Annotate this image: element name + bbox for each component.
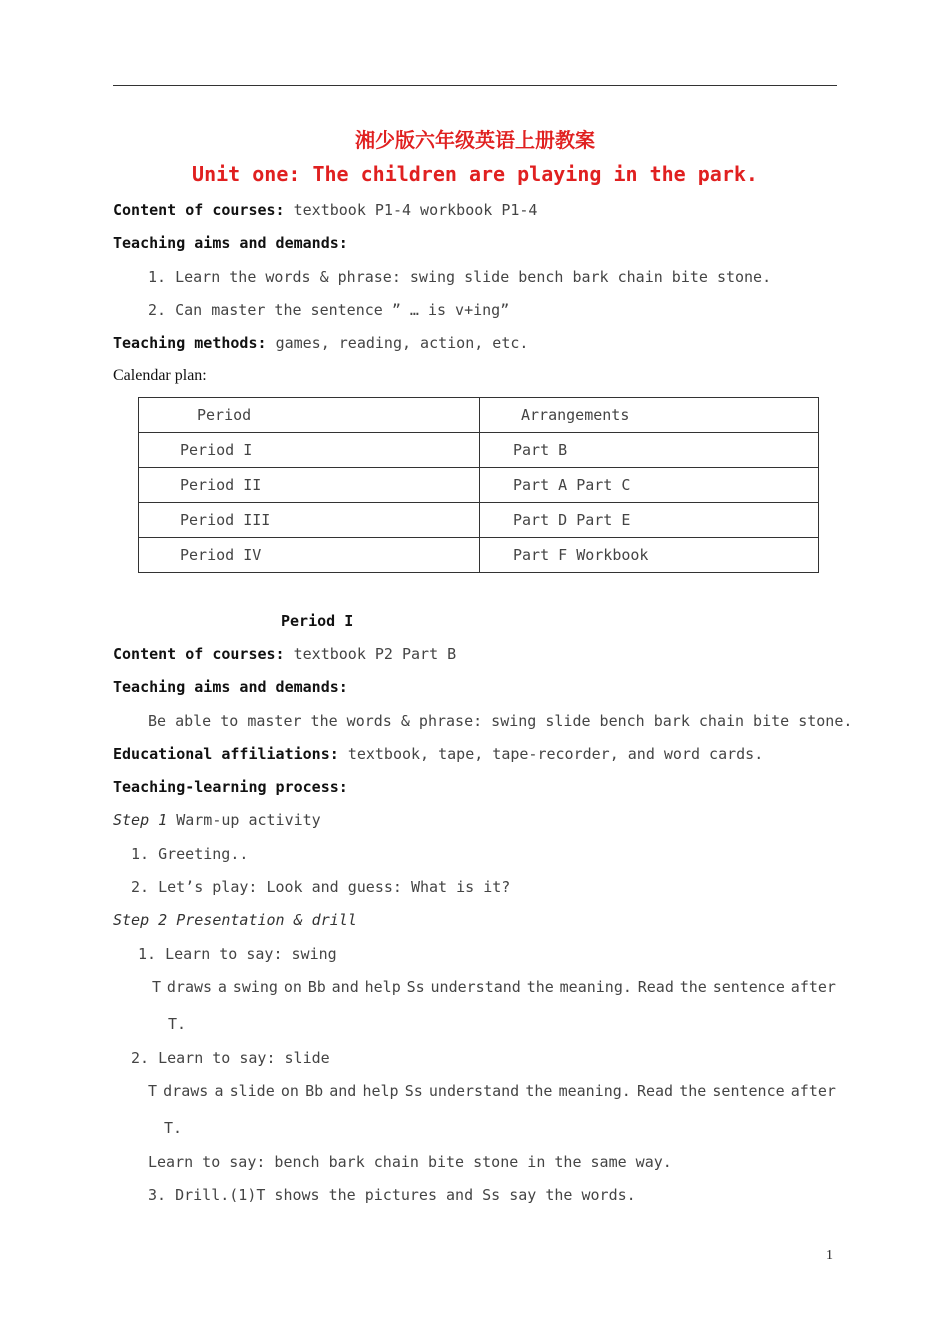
step1-heading [113, 811, 321, 829]
desc-word: Bb [305, 1082, 324, 1100]
arrangement-cell: Part B [513, 441, 568, 459]
desc-word: sentence [712, 978, 785, 996]
table-header-row [139, 398, 819, 433]
desc-word: help [362, 1082, 399, 1100]
desc-word: a [214, 1082, 224, 1100]
table-cell [480, 503, 819, 538]
desc-word: T [152, 978, 162, 996]
calendar-table [138, 397, 819, 573]
desc-word: and [329, 1082, 357, 1100]
step1-title: Warm-up activity [176, 811, 321, 829]
desc-word: a [217, 978, 227, 996]
p1-affil-value: textbook, tape, tape-recorder, and word cards. [347, 745, 764, 763]
desc-word: draws [163, 1082, 209, 1100]
p1-affil-line [113, 745, 763, 763]
period1-heading: Period I [281, 612, 354, 630]
arrangement-cell: Part F Workbook [513, 546, 649, 564]
step1-label: Step 1 [113, 811, 168, 829]
step1-item-2: 2. Let’s play: Look and guess: What is it? [131, 878, 511, 896]
table-cell [480, 538, 819, 573]
desc-word: meaning. [558, 1082, 631, 1100]
desc-word: the [526, 978, 554, 996]
desc-word: meaning. [559, 978, 632, 996]
step2-item-1-desc-end: T. [168, 1015, 187, 1033]
content-label: Content of courses: [113, 201, 285, 219]
period-cell: Period II [180, 476, 262, 494]
period-cell: Period III [180, 511, 271, 529]
p1-content-value: textbook P2 Part B [293, 645, 457, 663]
desc-word: sentence [712, 1082, 785, 1100]
desc-word: T [148, 1082, 158, 1100]
aim-item-1: 1. Learn the words & phrase: swing slide bench bark chain bite stone. [148, 268, 772, 286]
step2-more: Learn to say: bench bark chain bite stone in the same way. [148, 1153, 672, 1171]
desc-word: on [283, 978, 302, 996]
step1-item-1: 1. Greeting.. [131, 845, 249, 863]
page-number: 1 [826, 1248, 833, 1263]
desc-word: draws [166, 978, 213, 996]
period-cell: Period IV [180, 546, 262, 564]
desc-word: Read [637, 978, 674, 996]
table-row [139, 468, 819, 503]
step2-item-1-desc [152, 978, 836, 996]
aims-label: Teaching aims and demands: [113, 234, 348, 252]
p1-affil-label: Educational affiliations: [113, 745, 339, 763]
table-cell [480, 433, 819, 468]
desc-word: Ss [404, 1082, 423, 1100]
p1-content-label: Content of courses: [113, 645, 285, 663]
content-value: textbook P1-4 workbook P1-4 [293, 201, 538, 219]
title-chinese: 湘少版六年级英语上册教案 [355, 128, 595, 152]
aim-item-2: 2. Can master the sentence ” … is v+ing” [148, 301, 510, 319]
header-arrangements: Arrangements [521, 406, 630, 424]
header-rule [113, 85, 837, 86]
arrangement-cell: Part A Part C [513, 476, 631, 494]
desc-word: the [679, 1082, 707, 1100]
step2-item-2-desc [148, 1082, 836, 1100]
methods-value: games, reading, action, etc. [275, 334, 529, 352]
methods-label: Teaching methods: [113, 334, 267, 352]
table-cell [139, 433, 480, 468]
title-english: Unit one: The children are playing in the park. [192, 162, 758, 186]
desc-word: slide [229, 1082, 275, 1100]
desc-word: swing [232, 978, 278, 996]
p1-aims-label: Teaching aims and demands: [113, 678, 348, 696]
desc-word: Ss [406, 978, 425, 996]
step2-item-2-desc-end: T. [164, 1119, 183, 1137]
step2-item-1: 1. Learn to say: swing [138, 945, 337, 963]
table-row [139, 538, 819, 573]
desc-word: Read [636, 1082, 674, 1100]
header-period: Period [197, 406, 252, 424]
table-cell [139, 468, 480, 503]
desc-word: after [790, 1082, 836, 1100]
table-row [139, 433, 819, 468]
step2-item-3: 3. Drill.(1)T shows the pictures and Ss say the words. [148, 1186, 636, 1204]
desc-word: help [364, 978, 401, 996]
desc-word: after [790, 978, 836, 996]
desc-word: on [280, 1082, 299, 1100]
desc-word: Bb [307, 978, 326, 996]
table-header-cell [480, 398, 819, 433]
table-cell [139, 503, 480, 538]
desc-word: the [679, 978, 707, 996]
table-cell [480, 468, 819, 503]
content-line [113, 201, 537, 219]
period-cell: Period I [180, 441, 253, 459]
step2-item-2: 2. Learn to say: slide [131, 1049, 330, 1067]
desc-word: understand [428, 1082, 520, 1100]
desc-word: the [525, 1082, 553, 1100]
table-header-cell [139, 398, 480, 433]
step2-heading: Step 2 Presentation & drill [113, 911, 357, 929]
p1-aims-text: Be able to master the words & phrase: swing slide bench bark chain bite stone. [148, 712, 853, 730]
methods-line [113, 334, 528, 352]
desc-word: and [331, 978, 359, 996]
calendar-label: Calendar plan: [113, 367, 207, 384]
table-cell [139, 538, 480, 573]
desc-word: understand [430, 978, 521, 996]
p1-process-label: Teaching-learning process: [113, 778, 348, 796]
p1-content-line [113, 645, 456, 663]
arrangement-cell: Part D Part E [513, 511, 631, 529]
table-row [139, 503, 819, 538]
